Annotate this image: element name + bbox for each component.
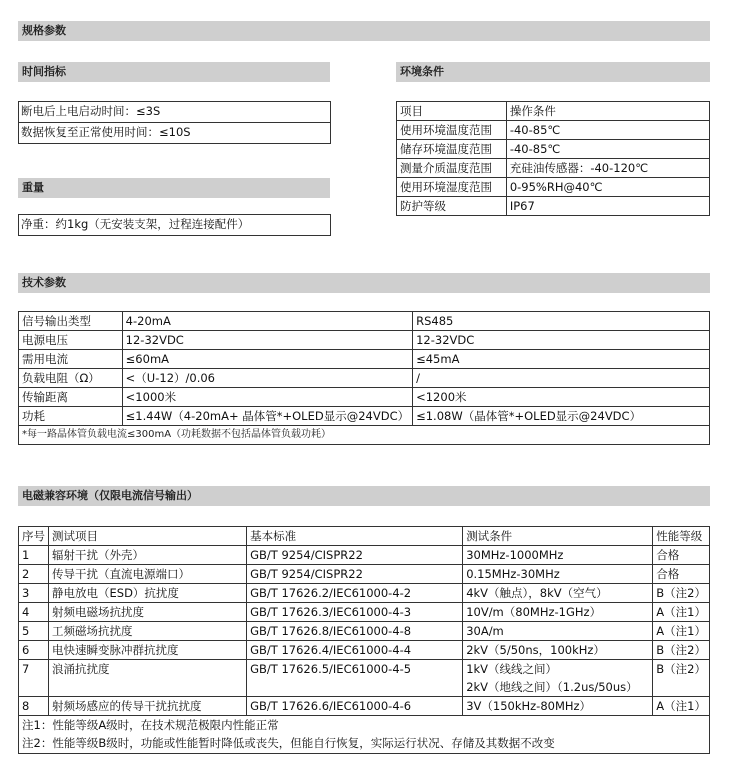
surge-condition-line1: 1kV（线线之间）	[466, 662, 558, 676]
emc-table	[18, 526, 710, 754]
table-row	[397, 159, 710, 178]
tech-cell: <1000米	[122, 388, 412, 407]
table-row	[19, 426, 710, 445]
tech-params-table	[18, 311, 710, 445]
emc-cell: 3V（150kHz-80MHz）	[463, 697, 653, 716]
emc-cell: A（注1）	[653, 603, 710, 622]
emc-header: 电磁兼容环境（仅限电流信号输出）	[18, 486, 710, 506]
emc-cell: GB/T 17626.2/IEC61000-4-2	[247, 584, 463, 603]
emc-header-cell: 性能等级	[653, 527, 710, 546]
weight-line: 净重：约1kg（无安装支架，过程连接配件）	[21, 217, 250, 231]
surge-condition-line2: 2kV（地线之间）（1.2us/50us）	[466, 680, 638, 694]
emc-cell: 辐射干扰（外壳）	[49, 546, 247, 565]
emc-cell: 2	[19, 565, 49, 584]
table-row	[19, 716, 710, 754]
environment-table	[396, 101, 710, 216]
emc-cell: A（注1）	[653, 697, 710, 716]
emc-header-cell: 基本标准	[247, 527, 463, 546]
emc-cell: 合格	[653, 565, 710, 584]
emc-cell: GB/T 9254/CISPR22	[247, 565, 463, 584]
emc-header-cell: 测试条件	[463, 527, 653, 546]
emc-cell: B（注2）	[653, 641, 710, 660]
env-cell: 操作条件	[506, 102, 709, 121]
tech-cell: <1200米	[413, 388, 710, 407]
emc-cell: 0.15MHz-30MHz	[463, 565, 653, 584]
env-cell: -40-85℃	[506, 140, 709, 159]
emc-cell: 射频场感应的传导干扰抗扰度	[49, 697, 247, 716]
emc-cell: GB/T 17626.6/IEC61000-4-6	[247, 697, 463, 716]
time-index-box	[18, 101, 331, 144]
table-row	[19, 312, 710, 331]
emc-cell: 静电放电（ESD）抗扰度	[49, 584, 247, 603]
emc-cell: 1	[19, 546, 49, 565]
emc-notes	[19, 716, 710, 754]
table-row	[19, 546, 710, 565]
emc-cell: A（注1）	[653, 622, 710, 641]
tech-footnote: *每一路晶体管负载电流≤300mA（功耗数据不包括晶体管负载功耗）	[19, 426, 710, 445]
emc-cell: B（注2）	[653, 584, 710, 603]
env-cell: 测量介质温度范围	[397, 159, 507, 178]
table-row	[19, 527, 710, 546]
time-index-header: 时间指标	[18, 62, 330, 82]
emc-note-2: 注2：性能等级B级时，功能或性能暂时降低或丧失，但能自行恢复，实际运行状况、存储及其数据不改变	[22, 736, 555, 750]
tech-cell: RS485	[413, 312, 710, 331]
emc-cell: GB/T 17626.4/IEC61000-4-4	[247, 641, 463, 660]
emc-cell: 电快速瞬变脉冲群抗扰度	[49, 641, 247, 660]
tech-cell: ≤1.44W（4-20mA+ 晶体管*+OLED显示@24VDC）	[122, 407, 412, 426]
tech-cell: 传输距离	[19, 388, 123, 407]
emc-cell: 30A/m	[463, 622, 653, 641]
table-row	[19, 350, 710, 369]
tech-cell: 功耗	[19, 407, 123, 426]
env-cell: 0-95%RH@40℃	[506, 178, 709, 197]
tech-cell: 12-32VDC	[413, 331, 710, 350]
table-row	[19, 388, 710, 407]
table-row	[19, 697, 710, 716]
tech-cell: ≤45mA	[413, 350, 710, 369]
table-row	[19, 369, 710, 388]
tech-cell: ≤60mA	[122, 350, 412, 369]
emc-cell: B（注2）	[653, 660, 710, 697]
emc-cell: 传导干扰（直流电源端口）	[49, 565, 247, 584]
tech-cell: 电源电压	[19, 331, 123, 350]
emc-cell: 合格	[653, 546, 710, 565]
env-cell: 储存环境温度范围	[397, 140, 507, 159]
tech-cell: 负载电阻（Ω）	[19, 369, 123, 388]
table-row	[19, 622, 710, 641]
emc-cell: 30MHz-1000MHz	[463, 546, 653, 565]
table-row	[19, 660, 710, 697]
emc-cell-two-line	[463, 660, 653, 697]
tech-cell: 需用电流	[19, 350, 123, 369]
table-row	[19, 603, 710, 622]
emc-cell: GB/T 9254/CISPR22	[247, 546, 463, 565]
emc-note-1: 注1：性能等级A级时，在技术规范极限内性能正常	[22, 718, 279, 732]
env-cell: 防护等级	[397, 197, 507, 216]
env-cell: 项目	[397, 102, 507, 121]
emc-cell: 浪涌抗扰度	[49, 660, 247, 697]
emc-cell: 10V/m（80MHz-1GHz）	[463, 603, 653, 622]
tech-cell: 信号输出类型	[19, 312, 123, 331]
tech-params-header: 技术参数	[18, 273, 710, 293]
startup-time-line: 断电后上电启动时间：≤3S	[21, 104, 161, 118]
emc-cell: 4kV（触点），8kV（空气）	[463, 584, 653, 603]
emc-cell: 6	[19, 641, 49, 660]
tech-cell: <（U-12）/0.06	[122, 369, 412, 388]
tech-cell: /	[413, 369, 710, 388]
weight-box	[18, 214, 331, 236]
table-row	[19, 584, 710, 603]
table-row	[19, 641, 710, 660]
table-row	[397, 102, 710, 121]
table-row	[397, 140, 710, 159]
recovery-time-line: 数据恢复至正常使用时间：≤10S	[19, 122, 330, 143]
emc-cell: GB/T 17626.8/IEC61000-4-8	[247, 622, 463, 641]
env-cell: IP67	[506, 197, 709, 216]
env-cell: 使用环境湿度范围	[397, 178, 507, 197]
emc-cell: 工频磁场抗扰度	[49, 622, 247, 641]
emc-cell: 4	[19, 603, 49, 622]
emc-cell: 2kV（5/50ns，100kHz）	[463, 641, 653, 660]
emc-cell: 8	[19, 697, 49, 716]
emc-cell: 射频电磁场抗扰度	[49, 603, 247, 622]
tech-cell: 4-20mA	[122, 312, 412, 331]
table-row	[397, 121, 710, 140]
tech-cell: ≤1.08W（晶体管*+OLED显示@24VDC）	[413, 407, 710, 426]
env-cell: -40-85℃	[506, 121, 709, 140]
emc-cell: GB/T 17626.3/IEC61000-4-3	[247, 603, 463, 622]
table-row	[19, 407, 710, 426]
emc-cell: 7	[19, 660, 49, 697]
weight-header: 重量	[18, 178, 330, 198]
env-cell: 充硅油传感器：-40-120℃	[506, 159, 709, 178]
spec-params-header: 规格参数	[18, 21, 710, 41]
table-row	[19, 565, 710, 584]
emc-header-cell: 测试项目	[49, 527, 247, 546]
table-row	[397, 178, 710, 197]
emc-cell: 3	[19, 584, 49, 603]
emc-cell: GB/T 17626.5/IEC61000-4-5	[247, 660, 463, 697]
environment-header: 环境条件	[396, 62, 710, 82]
table-row	[397, 197, 710, 216]
tech-cell: 12-32VDC	[122, 331, 412, 350]
env-cell: 使用环境温度范围	[397, 121, 507, 140]
emc-cell: 5	[19, 622, 49, 641]
emc-header-cell: 序号	[19, 527, 49, 546]
table-row	[19, 331, 710, 350]
